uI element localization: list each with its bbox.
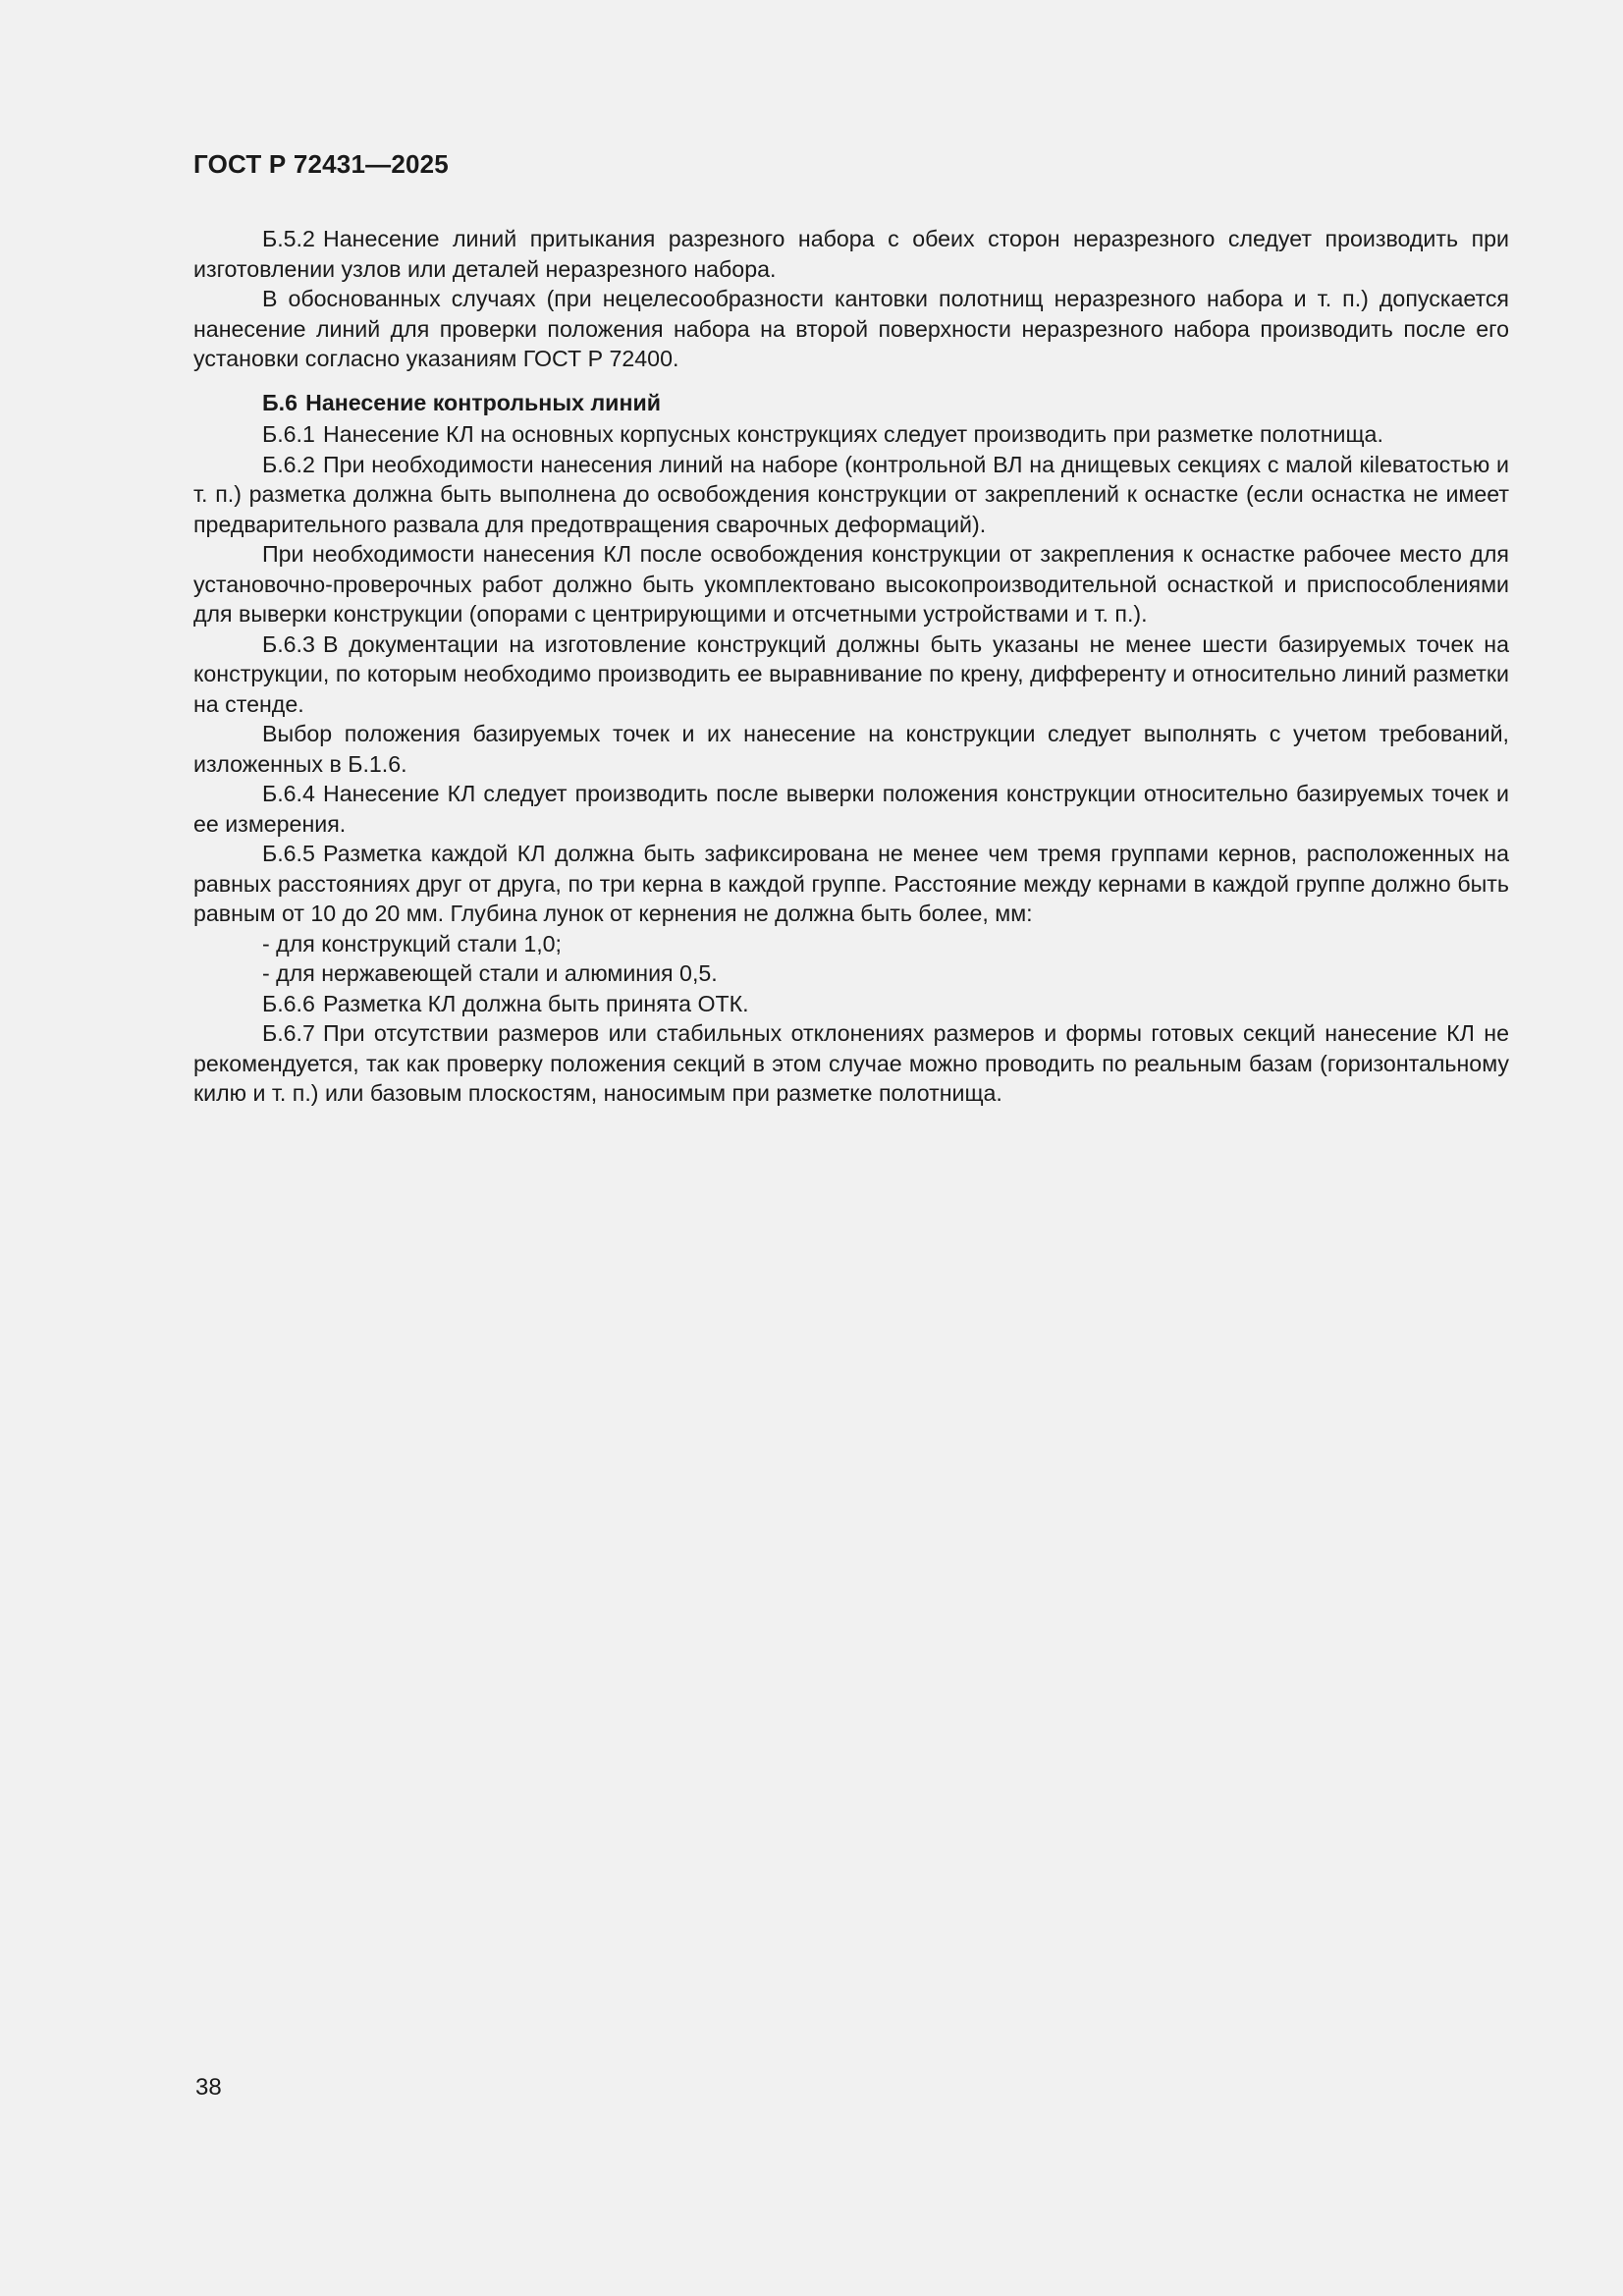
list-item: - для конструкций стали 1,0; <box>262 930 562 957</box>
clause-number: Б.5.2 <box>262 226 315 251</box>
section-title: Нанесение контрольных линий <box>305 389 661 415</box>
paragraph-b62 <box>193 450 1509 540</box>
paragraph-text: В документации на изготовление конструкций должны быть указаны не менее шести базируемых точек на конструкции, по которым необходимо производить ее выравнивание по крену, дифференту и относительно линий разметки на стенде. <box>193 630 1509 717</box>
paragraph-b52-continuation: В обоснованных случаях (при нецелесообразности кантовки полотнищ неразрезного набора и т. п.) допускается нанесение линий для проверки положения набора на второй поверхности неразрезного набора производить после его установки согласно указаниям ГОСТ Р 72400. <box>193 286 1509 371</box>
paragraph-b52 <box>193 224 1509 284</box>
paragraph-text: Нанесение линий притыкания разрезного набора с обеих сторон неразрезного следует производить при изготовлении узлов или деталей неразрезного набора. <box>193 226 1509 282</box>
page-number: 38 <box>195 2074 222 2101</box>
section-number: Б.6 <box>262 389 298 415</box>
paragraph-text: При отсутствии размеров или стабильных отклонениях размеров и формы готовых секций нанесение КЛ не рекомендуется, так как проверку положения секций в этом случае можно проводить по реальным базам (горизонтальному килю и т. п.) или базовым плоскостям, наносимым при разметке полотнища. <box>193 1020 1509 1106</box>
clause-number: Б.6.7 <box>262 1020 315 1046</box>
paragraph-b61 <box>193 419 1509 450</box>
paragraph-b65 <box>193 839 1509 929</box>
clause-number: Б.6.1 <box>262 421 315 447</box>
paragraph-text: Разметка каждой КЛ должна быть зафиксирована не менее чем тремя группами кернов, расположенных на равных расстояниях друг от друга, по три керна в каждой группе. Расстояние между кернами в каждой группе должно быть равным от 10 до 20 мм. Глубина лунок от кернения не должна быть более, мм: <box>193 841 1509 926</box>
clause-number: Б.6.5 <box>262 841 315 866</box>
paragraph-b62-continuation: При необходимости нанесения КЛ после освобождения конструкции от закрепления к оснастке рабочее место для установочно-проверочных работ должно быть укомплектовано высокопроизводительной оснасткой и приспособлениями для выверки конструкции (опорами с центрирующими и отсчетными устройствами и т. п.). <box>193 541 1509 627</box>
clause-number: Б.6.4 <box>262 781 315 806</box>
paragraph-text: Нанесение КЛ на основных корпусных конструкциях следует производить при разметке полотнища. <box>323 421 1383 447</box>
paragraph-b64 <box>193 779 1509 839</box>
list-item: - для нержавеющей стали и алюминия 0,5. <box>262 960 718 986</box>
document-body <box>193 224 1509 1109</box>
paragraph-b63-continuation: Выбор положения базируемых точек и их нанесение на конструкции следует выполнять с учетом требований, изложенных в Б.1.6. <box>193 721 1509 777</box>
paragraph-text: Разметка КЛ должна быть принята ОТК. <box>323 990 749 1016</box>
document-code-header: ГОСТ Р 72431—2025 <box>193 149 449 179</box>
clause-number: Б.6.6 <box>262 990 315 1016</box>
paragraph-b63 <box>193 629 1509 720</box>
section-heading-b6 <box>193 388 1509 418</box>
paragraph-b67 <box>193 1018 1509 1109</box>
clause-number: Б.6.3 <box>262 630 315 657</box>
paragraph-text: При необходимости нанесения линий на наборе (контрольной ВЛ на днищевых секциях с малой кileватостью и т. п.) разметка должна быть выполнена до освобождения конструкции от закреплений к оснастке (если оснастка не имеет предварительного развала для предотвращения сварочных деформаций). <box>193 451 1509 537</box>
paragraph-b66 <box>193 989 1509 1019</box>
clause-number: Б.6.2 <box>262 451 315 477</box>
paragraph-text: Нанесение КЛ следует производить после выверки положения конструкции относительно базируемых точек и ее измерения. <box>193 781 1509 837</box>
